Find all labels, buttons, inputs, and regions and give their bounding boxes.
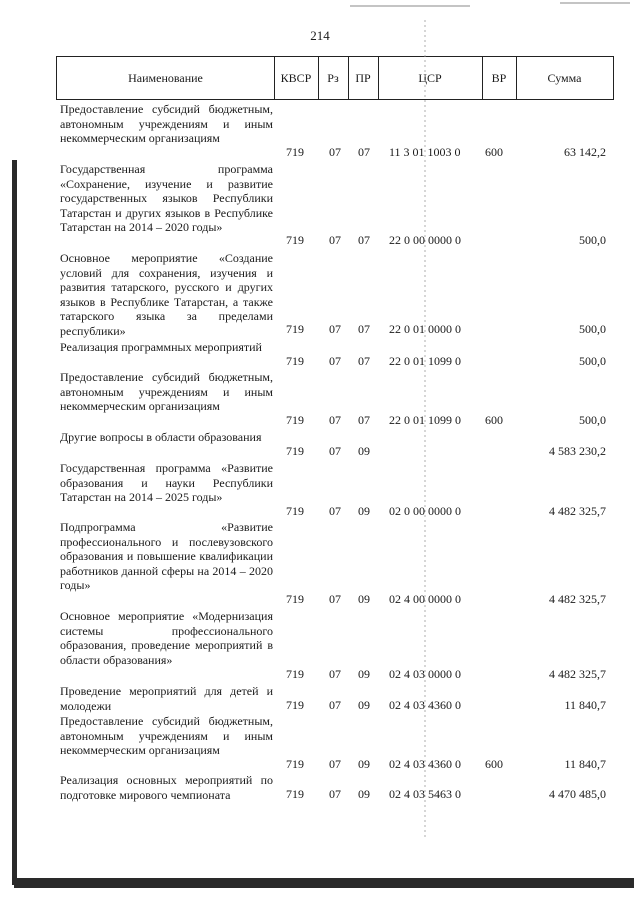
row-sum: 4 470 485,0 [549,787,606,802]
row-sum: 500,0 [579,354,606,369]
row-rz: 07 [329,354,341,369]
row-rz: 07 [329,444,341,459]
row-kvsr: 719 [286,698,304,713]
table-row [56,461,614,519]
page-number: 214 [310,28,330,43]
row-rz: 07 [329,667,341,682]
table-row [56,714,614,772]
row-name: Государственная программа «Сохранение, изучение и развитие государственных языков Республики Татарстан и других языков в Республике Татарстан на 2014 – 2020 годы» [60,162,273,235]
row-kvsr: 719 [286,354,304,369]
row-rz: 07 [329,322,341,337]
row-pr: 07 [358,413,370,428]
table-row [56,162,614,248]
header-sum: Сумма [547,70,582,85]
header-kvsr: КВСР [274,57,319,99]
row-pr: 07 [358,354,370,369]
row-csr: 02 0 00 0000 0 [389,504,461,519]
table-row [56,609,614,682]
row-kvsr: 719 [286,444,304,459]
row-name: Основное мероприятие «Создание условий для сохранения, изучения и развития татарского, русского и других языков в Республике Татарстан, а также татарского языка за пределами республики» [60,251,273,338]
header-name: Наименование [57,57,275,99]
row-pr: 09 [358,444,370,459]
row-pr: 09 [358,667,370,682]
row-csr: 02 4 03 4360 0 [389,698,461,713]
row-csr: 02 4 03 5463 0 [389,787,461,802]
row-kvsr: 719 [286,667,304,682]
row-kvsr: 719 [286,233,304,248]
row-name: Подпрограмма «Развитие профессионального и послевузовского образования и повышение квалификации работников данной сферы на 2014 – 2020 годы» [60,520,273,593]
row-sum: 63 142,2 [564,145,606,160]
header-csr: ЦСР [378,57,483,99]
row-csr: 22 0 01 0000 0 [389,322,461,337]
row-rz: 07 [329,757,341,772]
scan-left-edge [12,160,17,885]
row-name: Предоставление субсидий бюджетным, автономным учреждениям и иным некоммерческим организациям [60,370,273,414]
row-rz: 07 [329,698,341,713]
table-row [56,251,614,337]
table-row [56,773,614,802]
row-rz: 07 [329,233,341,248]
row-rz: 07 [329,504,341,519]
row-sum: 11 840,7 [564,757,606,772]
row-csr: 02 4 00 0000 0 [389,592,461,607]
row-sum: 11 840,7 [564,698,606,713]
row-name: Предоставление субсидий бюджетным, автономным учреждениям и иным некоммерческим организациям [60,714,273,758]
row-kvsr: 719 [286,413,304,428]
table-row [56,340,614,369]
row-sum: 500,0 [579,413,606,428]
row-pr: 09 [358,787,370,802]
row-kvsr: 719 [286,145,304,160]
row-vr: 600 [485,757,503,772]
row-kvsr: 719 [286,322,304,337]
row-name: Реализация основных мероприятий по подготовке мирового чемпионата [60,773,273,802]
row-kvsr: 719 [286,757,304,772]
row-name: Реализация программных мероприятий [60,340,262,354]
row-sum: 4 583 230,2 [549,444,606,459]
header-rz: Рз [318,57,349,99]
row-csr: 11 3 01 1003 0 [389,145,461,160]
row-csr: 22 0 00 0000 0 [389,233,461,248]
row-csr: 22 0 01 1099 0 [389,354,461,369]
table-header [56,56,614,100]
row-rz: 07 [329,413,341,428]
row-csr: 02 4 03 4360 0 [389,757,461,772]
row-pr: 09 [358,592,370,607]
row-csr: 02 4 03 0000 0 [389,667,461,682]
row-sum: 500,0 [579,233,606,248]
row-rz: 07 [329,787,341,802]
row-name: Проведение мероприятий для детей и молодежи [60,684,273,713]
row-vr: 600 [485,145,503,160]
row-sum: 4 482 325,7 [549,667,606,682]
row-pr: 09 [358,698,370,713]
row-sum: 4 482 325,7 [549,592,606,607]
row-pr: 07 [358,145,370,160]
row-kvsr: 719 [286,787,304,802]
header-pr: ПР [348,57,379,99]
row-rz: 07 [329,592,341,607]
row-sum: 500,0 [579,322,606,337]
row-name: Государственная программа «Развитие образования и науки Республики Татарстан на 2014 – 2025 годы» [60,461,273,505]
row-pr: 07 [358,322,370,337]
row-pr: 07 [358,233,370,248]
row-csr: 22 0 01 1099 0 [389,413,461,428]
table-row [56,370,614,428]
table-row [56,102,614,160]
table-row [56,520,614,607]
row-pr: 09 [358,504,370,519]
row-vr: 600 [485,413,503,428]
row-kvsr: 719 [286,592,304,607]
row-name: Предоставление субсидий бюджетным, автономным учреждениям и иным некоммерческим организациям [60,102,273,146]
row-name: Основное мероприятие «Модернизация системы профессионального образования, проведение мероприятий в области образования» [60,609,273,667]
row-kvsr: 719 [286,504,304,519]
header-vr: ВР [482,57,517,99]
table-row [56,684,614,713]
row-rz: 07 [329,145,341,160]
table-row [56,430,614,459]
row-pr: 09 [358,757,370,772]
row-sum: 4 482 325,7 [549,504,606,519]
row-name: Другие вопросы в области образования [60,430,262,444]
scan-bottom-bar [14,878,634,888]
